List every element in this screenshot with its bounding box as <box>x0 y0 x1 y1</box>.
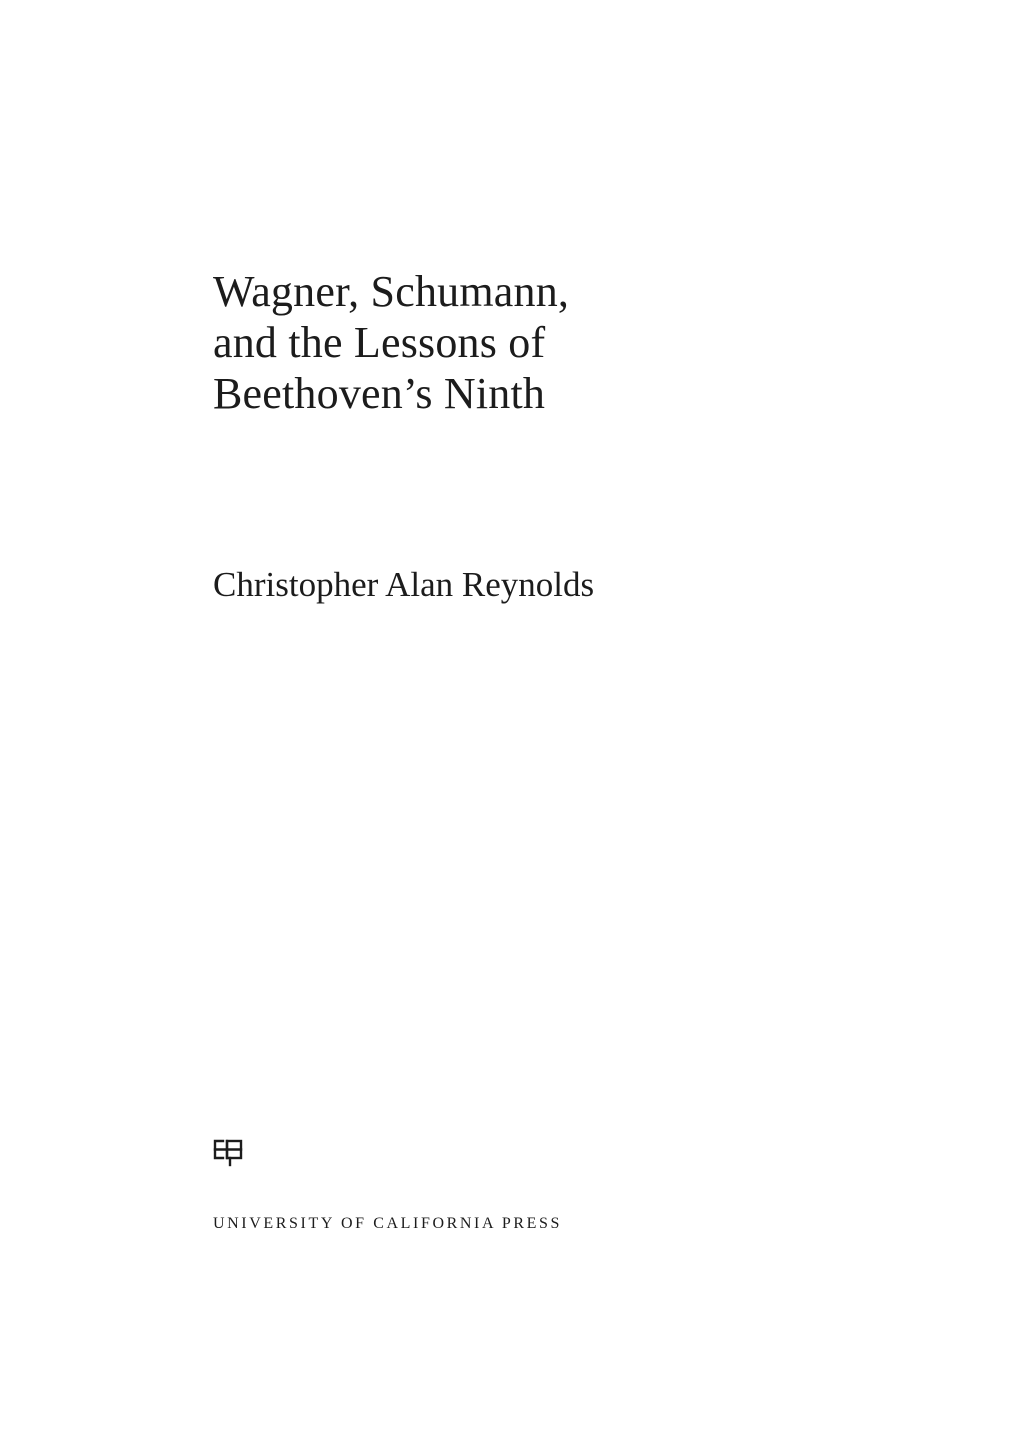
author-name: Christopher Alan Reynolds <box>213 565 595 604</box>
book-title-line-3: Beethoven’s Ninth <box>213 369 546 418</box>
publisher-name: UNIVERSITY OF CALIFORNIA PRESS <box>213 1215 562 1232</box>
book-title-line-2: and the Lessons of <box>213 318 546 367</box>
ucpress-logo-icon <box>213 1138 243 1167</box>
book-title <box>213 266 569 419</box>
book-title-line-1: Wagner, Schumann, <box>213 267 570 316</box>
